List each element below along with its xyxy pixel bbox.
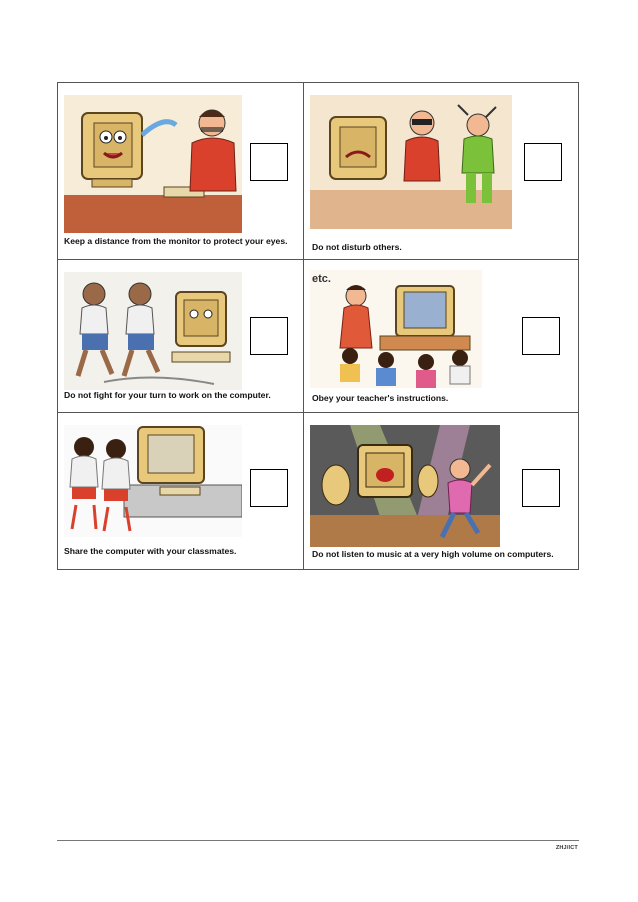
answer-checkbox[interactable] xyxy=(524,143,562,181)
rule-card-teacher xyxy=(304,260,580,412)
answer-checkbox[interactable] xyxy=(250,317,288,355)
teacher-class-picture xyxy=(310,270,482,388)
footer-code: ZHJ/ICT xyxy=(555,845,578,851)
answer-checkbox[interactable] xyxy=(250,143,288,181)
footer-divider xyxy=(57,840,579,841)
rule-caption: Keep a distance from the monitor to protect your eyes. xyxy=(64,236,288,246)
rule-card-share xyxy=(58,413,303,570)
answer-checkbox[interactable] xyxy=(250,469,288,507)
answer-checkbox[interactable] xyxy=(522,469,560,507)
rule-caption: Obey your teacher's instructions. xyxy=(312,393,449,403)
fighting-students-picture xyxy=(64,272,242,390)
rule-caption: Do not disturb others. xyxy=(312,242,402,252)
rule-caption: Share the computer with your classmates. xyxy=(64,546,237,556)
rule-card-disturb xyxy=(304,83,580,259)
rules-worksheet-table xyxy=(57,82,579,570)
disturb-others-picture xyxy=(310,95,512,229)
rule-caption: Do not listen to music at a very high volume on computers. xyxy=(312,549,554,559)
sharing-computer-picture xyxy=(64,425,242,537)
answer-checkbox[interactable] xyxy=(522,317,560,355)
picture-label: etc. xyxy=(312,273,331,285)
monitor-distance-picture xyxy=(64,95,242,233)
rule-card-fight xyxy=(58,260,303,412)
loud-music-picture xyxy=(310,425,500,547)
rule-card-distance xyxy=(58,83,303,259)
rule-caption: Do not fight for your turn to work on the computer. xyxy=(64,390,271,400)
rule-card-music xyxy=(304,413,580,570)
